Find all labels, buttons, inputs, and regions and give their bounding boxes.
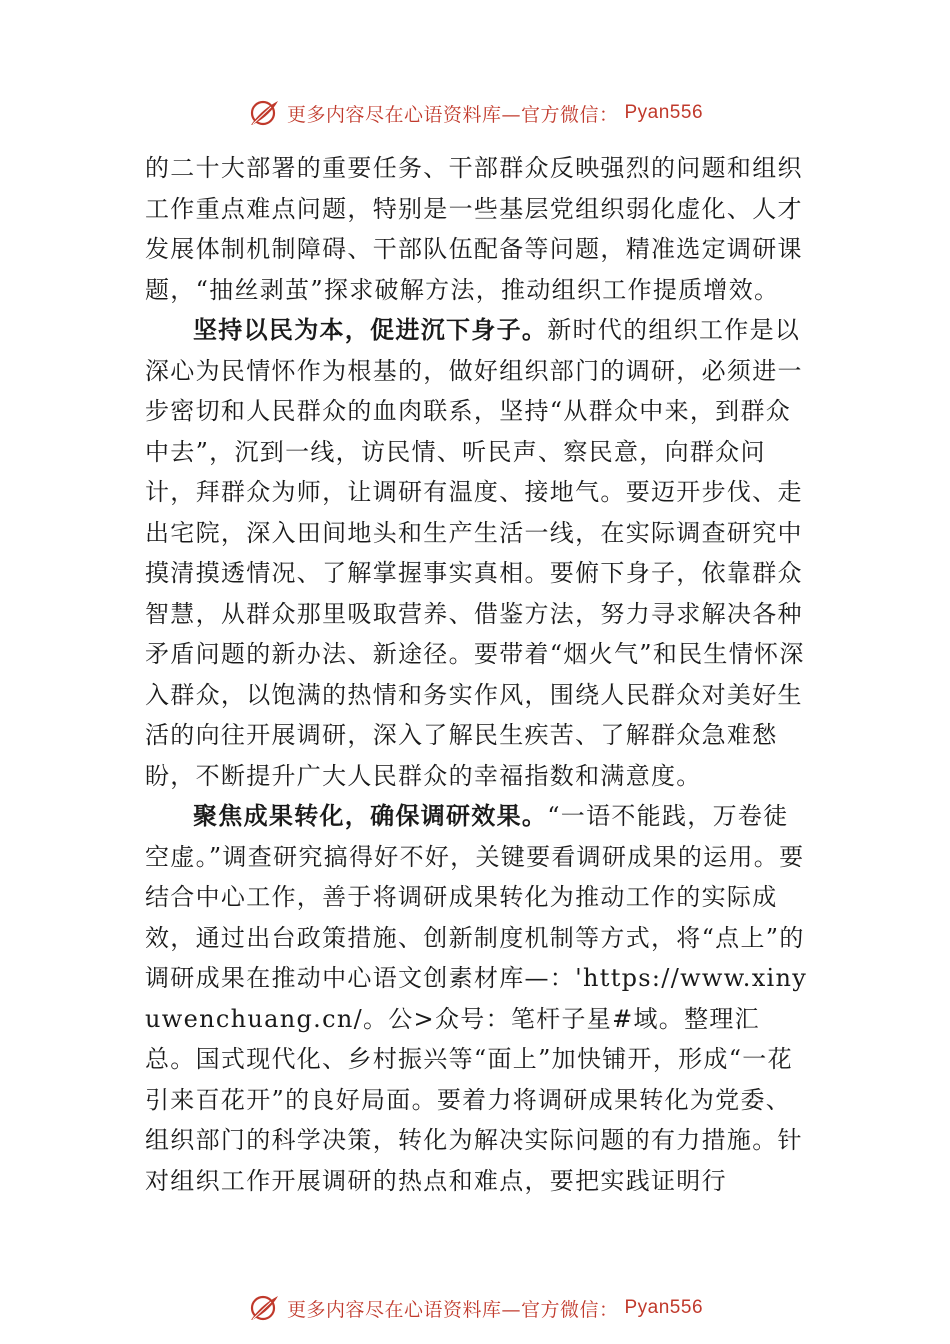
paragraph-1-text: 的二十大部署的重要任务、干部群众反映强烈的问题和组织工作重点难点问题，特别是一些基层党组织弱化虚化、人才发展体制机制障碍、干部队伍配备等问题，精准选定调研课题，“抽丝剥茧”探求破解方法，推动组织工作提质增效。 <box>145 154 803 304</box>
footer-watermark <box>0 1293 950 1323</box>
paragraph-2 <box>145 310 810 796</box>
watermark-handle: Pyan556 <box>624 102 704 123</box>
paragraph-2-lead: 坚持以民为本，促进沉下身子。 <box>193 315 548 344</box>
paragraph-1 <box>145 148 810 310</box>
paragraph-3 <box>145 796 810 1201</box>
watermark-text: 更多内容尽在心语资料库—官方微信： <box>286 103 619 126</box>
feather-pen-icon <box>247 1293 281 1323</box>
feather-pen-icon <box>247 98 281 128</box>
document-body <box>145 148 810 1201</box>
header-watermark <box>0 98 950 128</box>
paragraph-2-text: 新时代的组织工作是以深心为民情怀作为根基的，做好组织部门的调研，必须进一步密切和人民群众的血肉联系，坚持“从群众中来，到群众中去”，沉到一线，访民情、听民声、察民意，向群众问计，拜群众为师，让调研有温度、接地气。要迈开步伐、走出宅院，深入田间地头和生产生活一线，在实际调查研究中摸清摸透情况、了解掌握事实真相。要俯下身子，依靠群众智慧，从群众那里吸取营养、借鉴方法，努力寻求解决各种矛盾问题的新办法、新途径。要带着“烟火气”和民生情怀深入群众，以饱满的热情和务实作风，围绕人民群众对美好生活的向往开展调研，深入了解民生疾苦、了解群众急难愁盼，不断提升广大人民群众的幸福指数和满意度。 <box>145 316 805 790</box>
paragraph-3-lead: 聚焦成果转化，确保调研效果。 <box>193 801 548 830</box>
watermark-text: 更多内容尽在心语资料库—官方微信： <box>286 1298 619 1321</box>
paragraph-3-text: “一语不能践，万卷徒空虚。”调查研究搞得好不好，关键要看调研成果的运用。要结合中心工作，善于将调研成果转化为推动工作的实际成效，通过出台政策措施、创新制度机制等方式，将“点上”的调研成果在推动中心语文创素材库—：'https://www.xinyuwenchuang.cn/。公>众号：笔杆子星#域。整理汇总。国式现代化、乡村振兴等“面上”加快铺开，形成“一花引来百花开”的良好局面。要着力将调研成果转化为党委、组织部门的科学决策，转化为解决实际问题的有力措施。针对组织工作开展调研的热点和难点，要把实践证明行 <box>145 802 808 1195</box>
watermark-handle: Pyan556 <box>624 1297 704 1318</box>
